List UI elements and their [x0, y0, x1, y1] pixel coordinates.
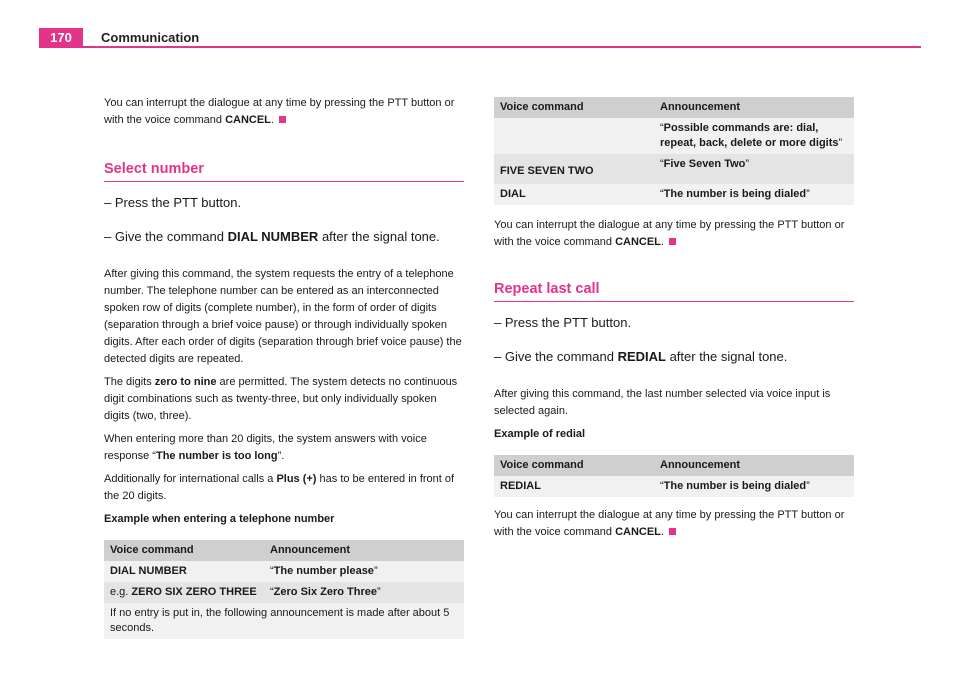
step-press-ptt: – Press the PTT button. — [104, 195, 242, 210]
left-column — [104, 95, 464, 639]
table-row: DIAL “The number is being dialed” — [494, 184, 854, 205]
paragraph-too-long: When entering more than 20 digits, the system answers with voice response “The number is too long”. — [104, 433, 427, 462]
redial-command: REDIAL — [617, 349, 666, 364]
table-header-row — [104, 540, 464, 561]
step-dial-number: – Give the command DIAL NUMBER after the signal tone. — [104, 229, 440, 244]
example-heading-phone: Example when entering a telephone number — [104, 513, 335, 525]
column-header-announcement: Announcement — [264, 540, 464, 561]
table-row: DIAL NUMBER “The number please” — [104, 561, 464, 582]
section-end-marker — [669, 238, 676, 245]
paragraph-redial: After giving this command, the last number selected via voice input is selected again. — [494, 388, 831, 417]
page-header — [39, 28, 921, 48]
table-row: REDIAL “The number is being dialed” — [494, 476, 854, 497]
voice-command-table-phone — [104, 540, 464, 639]
column-header-voice-command: Voice command — [104, 540, 264, 561]
step-redial: – Give the command REDIAL after the signal tone. — [494, 349, 788, 364]
interrupt-paragraph: You can interrupt the dialogue at any time by pressing the PTT button or with the voice command CANCEL. — [494, 509, 845, 538]
paragraph-number-entry: After giving this command, the system requests the entry of a telephone number. The telephone number can be entered as an interconnected spoken row of digits (complete number), in the form of order of digits (separation through a brief voice pause) or through individually spoken digits. After each order of digits (separation through brief voice pause) the detected digits are repeated. — [104, 268, 462, 365]
paragraph-international: Additionally for international calls a Plus (+) has to be entered in front of the 20 digits. — [104, 473, 455, 502]
table-row: e.g. ZERO SIX ZERO THREE “Zero Six Zero Three” — [104, 582, 464, 603]
chapter-title: Communication — [101, 30, 200, 45]
table-row: FIVE SEVEN TWO “Five Seven Two” — [494, 154, 854, 184]
right-column — [494, 97, 854, 547]
section-end-marker — [669, 528, 676, 535]
cancel-command: CANCEL — [615, 526, 661, 538]
header-rule — [83, 46, 921, 48]
step-press-ptt: – Press the PTT button. — [494, 315, 632, 330]
cancel-command: CANCEL — [225, 114, 271, 126]
section-title-repeat-last-call: Repeat last call — [494, 281, 854, 302]
paragraph-digits: The digits zero to nine are permitted. The system detects no continuous digit combinations such as twenty-three, but only individually spoken digits (two, three). — [104, 376, 458, 422]
column-header-voice-command: Voice command — [494, 97, 654, 118]
column-header-announcement: Announcement — [654, 97, 854, 118]
column-header-announcement: Announcement — [654, 455, 854, 476]
voice-command-table-redial — [494, 455, 854, 497]
table-row: “Possible commands are: dial, repeat, back, delete or more digits” — [494, 118, 854, 154]
page-number: 170 — [39, 28, 83, 48]
voice-command-table-continued — [494, 97, 854, 205]
table-header-row — [494, 455, 854, 476]
intro-paragraph: You can interrupt the dialogue at any time by pressing the PTT button or with the voice command CANCEL. — [104, 97, 455, 126]
dial-number-command: DIAL NUMBER — [227, 229, 319, 244]
cancel-command: CANCEL — [615, 236, 661, 248]
table-header-row — [494, 97, 854, 118]
example-heading-redial: Example of redial — [494, 428, 586, 440]
section-end-marker — [279, 116, 286, 123]
section-title-select-number: Select number — [104, 161, 464, 182]
table-row: If no entry is put in, the following announcement is made after about 5 seconds. — [104, 603, 464, 639]
column-header-voice-command: Voice command — [494, 455, 654, 476]
interrupt-paragraph: You can interrupt the dialogue at any time by pressing the PTT button or with the voice command CANCEL. — [494, 219, 845, 248]
